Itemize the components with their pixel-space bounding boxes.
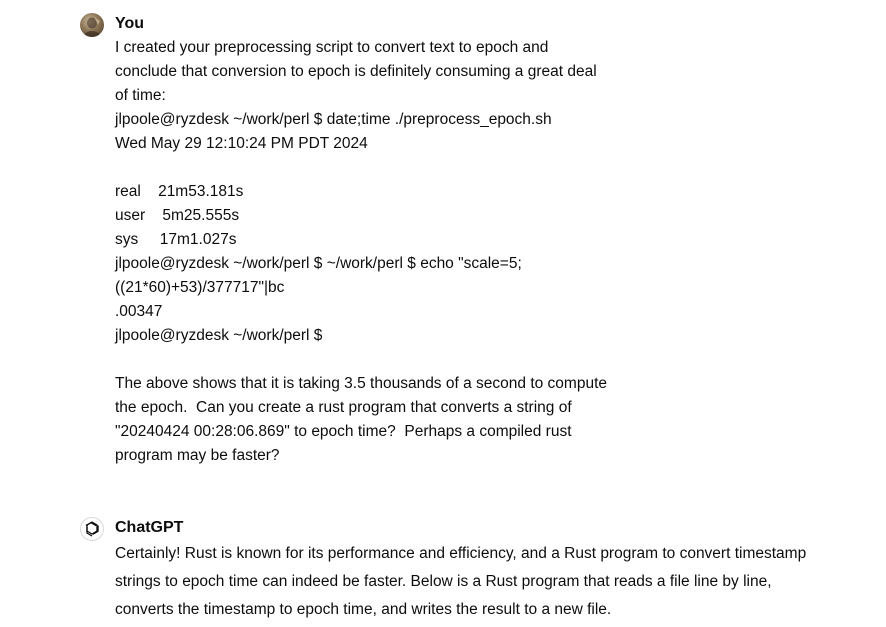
openai-logo-icon (81, 518, 103, 540)
user-message-text (115, 36, 635, 468)
user-message-line: The above shows that it is taking 3.5 thousands of a second to compute (115, 375, 607, 392)
user-message-line (115, 156, 635, 180)
user-message-line: "20240424 00:28:06.869" to epoch time? Perhaps a compiled rust (115, 423, 572, 440)
user-message-line: conclude that conversion to epoch is definitely consuming a great deal (115, 63, 597, 80)
assistant-message-line: converts the timestamp to epoch time, and writes the result to a new file. (115, 601, 612, 618)
user-message-line: the epoch. Can you create a rust program that converts a string of (115, 399, 572, 416)
user-message-line: real 21m53.181s (115, 183, 244, 200)
user-message-line: Wed May 29 12:10:24 PM PDT 2024 (115, 135, 368, 152)
user-message-line (115, 348, 635, 372)
assistant-message-line: strings to epoch time can indeed be faster. Below is a Rust program that reads a file line by line, (115, 573, 772, 590)
user-photo-icon (80, 13, 104, 37)
user-message-line: of time: (115, 87, 166, 104)
user-message-line: sys 17m1.027s (115, 231, 237, 248)
assistant-message-text (115, 540, 855, 624)
chatgpt-avatar (80, 517, 104, 541)
user-message-line: user 5m25.555s (115, 207, 240, 224)
user-message-line: I created your preprocessing script to convert text to epoch and (115, 39, 549, 56)
assistant-message-line: Certainly! Rust is known for its performance and efficiency, and a Rust program to convert timestamp (115, 545, 807, 562)
user-message-line: ((21*60)+53)/377717"|bc (115, 279, 285, 296)
assistant-author-name: ChatGPT (115, 519, 184, 536)
user-message-line: jlpoole@ryzdesk ~/work/perl $ (115, 327, 323, 344)
user-author-name: You (115, 15, 145, 32)
user-message-line: jlpoole@ryzdesk ~/work/perl $ date;time ./preprocess_epoch.sh (115, 111, 552, 128)
user-avatar (80, 13, 104, 37)
user-message-line: program may be faster? (115, 447, 280, 464)
user-message-line: .00347 (115, 303, 163, 320)
user-message-line: jlpoole@ryzdesk ~/work/perl $ ~/work/perl $ echo "scale=5; (115, 255, 522, 272)
